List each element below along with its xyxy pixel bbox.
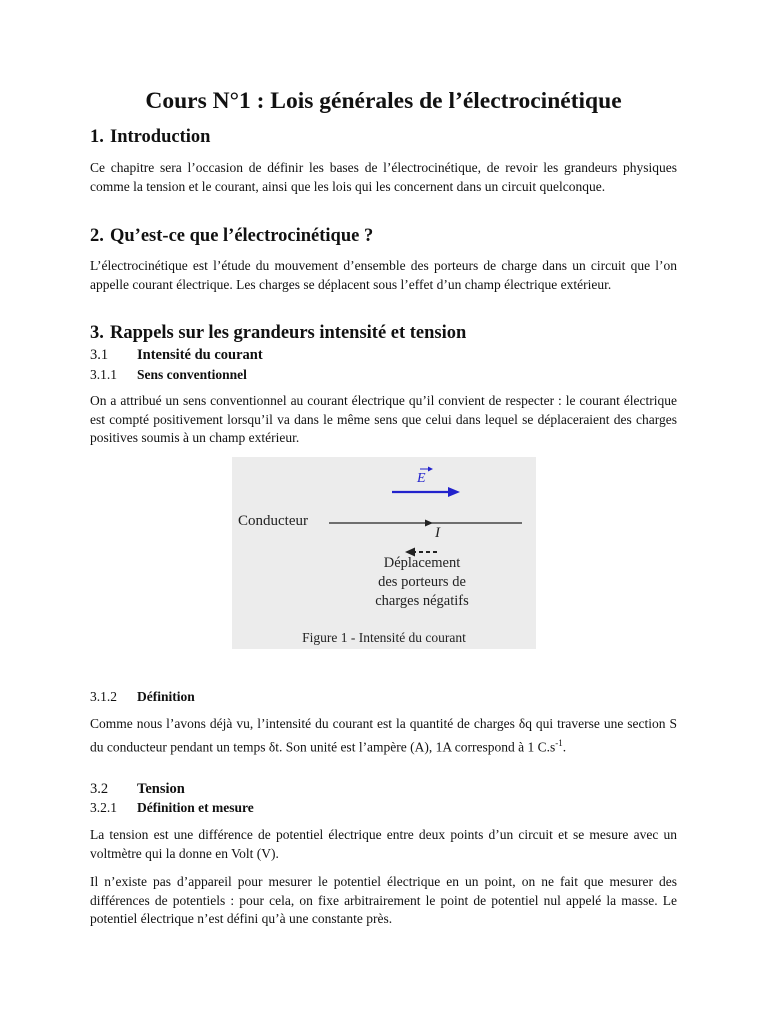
figure-intensite-courant	[232, 457, 536, 649]
sens-conventionnel-paragraph: On a attribué un sens conventionnel au courant électrique qu’il convient de respecter : le courant électrique est compté positivement lorsqu’il va dans le même sens que celui dans lequel se déplaceraient des charges positives soumis à un champ extérieur.	[90, 393, 677, 445]
displacement-line-2: des porteurs de	[378, 574, 466, 590]
section-number: 3.	[90, 323, 104, 343]
subsection-title: Définition	[137, 689, 195, 704]
subsection-number: 3.2.1	[90, 800, 117, 815]
conductor-label: Conducteur	[238, 513, 308, 529]
definition-text: Comme nous l’avons déjà vu, l’intensité du courant est la quantité de charges δq qui traverse une section S du conducteur pendant un temps δt. Son unité est l’ampère (A), 1A correspond à 1 C.s	[90, 716, 677, 754]
section-title: Introduction	[110, 127, 211, 147]
current-arrow-head	[425, 520, 433, 527]
figure-diagram	[232, 457, 536, 649]
section-title: Qu’est-ce que l’électrocinétique ?	[110, 226, 374, 246]
subsection-number: 3.2	[90, 781, 109, 797]
subsection-title: Sens conventionnel	[137, 367, 247, 382]
unit-exponent: -1	[555, 737, 563, 748]
potentiel-paragraph: Il n’existe pas d’appareil pour mesurer le potentiel électrique en un point, on ne fait que mesurer des différences de potentiels : pour cela, on fixe arbitrairement le point de potentiel nul appelé la masse. Le potentiel électrique n’est défini qu’à une constante près.	[90, 874, 677, 926]
definition-end: .	[562, 739, 567, 754]
section-3-heading	[90, 321, 466, 345]
subsection-title: Intensité du courant	[137, 347, 263, 363]
subsection-3-1-2-heading	[90, 688, 195, 706]
subsection-3-1-heading	[90, 346, 263, 364]
figure-caption: Figure 1 - Intensité du courant	[302, 630, 466, 645]
subsection-number: 3.1	[90, 347, 109, 363]
electrocinetique-paragraph: L’électrocinétique est l’étude du mouvement d’ensemble des porteurs de charge dans un circuit que l’on appelle courant électrique. Les charges se déplacent sous l’effet d’un champ électrique extérieur.	[90, 258, 677, 292]
displacement-line-3: charges négatifs	[375, 593, 469, 609]
field-label: E	[417, 471, 426, 486]
section-title: Rappels sur les grandeurs intensité et tension	[110, 323, 467, 343]
displacement-line-1: Déplacement	[383, 555, 461, 571]
current-label: I	[435, 525, 440, 541]
displacement-label	[352, 554, 492, 611]
tension-paragraph: La tension est une différence de potentiel électrique entre deux points d’un circuit et se mesure avec un voltmètre qui la donne en Volt (V).	[90, 827, 677, 861]
subsection-number: 3.1.1	[90, 367, 117, 382]
intro-paragraph: Ce chapitre sera l’occasion de définir les bases de l’électrocinétique, de revoir les grandeurs physiques comme la tension et le courant, ainsi que les lois qui les concernent dans un circuit quelconque.	[90, 160, 677, 194]
section-number: 1.	[90, 127, 104, 147]
field-arrow-head	[448, 487, 460, 497]
subsection-3-2-heading	[90, 780, 185, 798]
section-2-heading	[90, 224, 373, 248]
section-1-heading	[90, 125, 210, 149]
section-number: 2.	[90, 226, 104, 246]
subsection-3-1-1-heading	[90, 366, 247, 384]
subsection-title: Définition et mesure	[137, 800, 254, 815]
document-title: Cours N°1 : Lois générales de l’électrocinétique	[145, 88, 622, 114]
field-vector-head	[428, 467, 433, 472]
subsection-3-2-1-heading	[90, 799, 254, 817]
subsection-title: Tension	[137, 781, 185, 797]
subsection-number: 3.1.2	[90, 689, 117, 704]
definition-paragraph	[90, 715, 677, 757]
